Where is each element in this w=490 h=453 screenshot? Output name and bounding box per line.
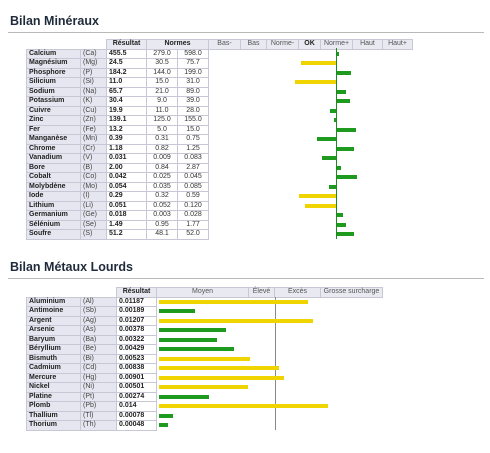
metals-title: Bilan Métaux Lourds — [10, 260, 133, 274]
mineral-result: 0.042 — [107, 173, 147, 183]
mineral-norm-high: 15.0 — [178, 125, 209, 135]
metal-symbol: (Hg) — [81, 373, 117, 383]
metal-row — [27, 297, 383, 307]
metal-result: 0.014 — [117, 402, 157, 412]
metal-symbol: (Bi) — [81, 354, 117, 364]
metal-name: Mercure — [27, 373, 81, 383]
mineral-result: 184.2 — [107, 68, 147, 78]
mineral-norm-high: 28.0 — [178, 106, 209, 116]
mineral-name: Germanium — [27, 211, 81, 221]
metal-symbol: (Cd) — [81, 364, 117, 374]
metal-symbol: (Pb) — [81, 402, 117, 412]
mineral-norm-low: 30.5 — [147, 59, 178, 69]
mineral-symbol: (Ge) — [81, 211, 107, 221]
minerals-title-rule — [8, 32, 484, 33]
mineral-symbol: (Fe) — [81, 125, 107, 135]
minerals-table — [26, 39, 413, 240]
metal-result: 0.01207 — [117, 316, 157, 326]
mineral-name: Magnésium — [27, 59, 81, 69]
mineral-norm-high: 0.028 — [178, 211, 209, 221]
minerals-title: Bilan Minéraux — [10, 14, 99, 28]
mineral-norm-high: 75.7 — [178, 59, 209, 69]
mineral-norm-high: 89.0 — [178, 87, 209, 97]
metal-name: Nickel — [27, 383, 81, 393]
mineral-result: 0.051 — [107, 201, 147, 211]
mineral-result: 0.39 — [107, 135, 147, 145]
mineral-norm-low: 0.84 — [147, 163, 178, 173]
metal-result: 0.00078 — [117, 411, 157, 421]
metal-result: 0.00322 — [117, 335, 157, 345]
mineral-symbol: (Co) — [81, 173, 107, 183]
mineral-name: Silicium — [27, 78, 81, 88]
mineral-name: Potassium — [27, 97, 81, 107]
metals-result-header: Résultat — [117, 288, 157, 298]
mineral-norm-low: 125.0 — [147, 116, 178, 126]
mineral-result: 1.49 — [107, 220, 147, 230]
mineral-norm-high: 155.0 — [178, 116, 209, 126]
mineral-norm-low: 15.0 — [147, 78, 178, 88]
mineral-name: Cobalt — [27, 173, 81, 183]
metal-symbol: (As) — [81, 326, 117, 336]
scale-moyen: Moyen — [157, 288, 249, 298]
mineral-norm-high: 0.085 — [178, 182, 209, 192]
mineral-bar-area — [209, 49, 413, 239]
mineral-norm-low: 21.0 — [147, 87, 178, 97]
metal-result: 0.00838 — [117, 364, 157, 374]
mineral-symbol: (K) — [81, 97, 107, 107]
mineral-norm-high: 0.045 — [178, 173, 209, 183]
mineral-name: Lithium — [27, 201, 81, 211]
metal-symbol: (Ni) — [81, 383, 117, 393]
mineral-row — [27, 49, 413, 59]
mineral-symbol: (Zn) — [81, 116, 107, 126]
scale-low-minus: Bas- — [209, 40, 241, 50]
scale-eleve: Élevé — [249, 288, 275, 298]
mineral-symbol: (I) — [81, 192, 107, 202]
mineral-name: Vanadium — [27, 154, 81, 164]
metal-symbol: (Al) — [81, 297, 117, 307]
metal-name: Aluminium — [27, 297, 81, 307]
mineral-result: 13.2 — [107, 125, 147, 135]
mineral-result: 1.18 — [107, 144, 147, 154]
mineral-norm-low: 0.82 — [147, 144, 178, 154]
mineral-norm-high: 39.0 — [178, 97, 209, 107]
mineral-norm-high: 598.0 — [178, 49, 209, 59]
mineral-symbol: (Se) — [81, 220, 107, 230]
mineral-norm-low: 5.0 — [147, 125, 178, 135]
mineral-symbol: (Mn) — [81, 135, 107, 145]
mineral-norm-high: 0.59 — [178, 192, 209, 202]
metal-result: 0.00523 — [117, 354, 157, 364]
metal-symbol: (Pt) — [81, 392, 117, 402]
metal-name: Arsenic — [27, 326, 81, 336]
mineral-norm-low: 0.003 — [147, 211, 178, 221]
mineral-result: 24.5 — [107, 59, 147, 69]
metal-name: Antimoine — [27, 307, 81, 317]
mineral-result: 19.9 — [107, 106, 147, 116]
mineral-symbol: (Ca) — [81, 49, 107, 59]
mineral-norm-high: 31.0 — [178, 78, 209, 88]
mineral-norm-high: 2.87 — [178, 163, 209, 173]
mineral-norm-high: 52.0 — [178, 230, 209, 240]
mineral-norm-low: 0.035 — [147, 182, 178, 192]
metal-result: 0.00274 — [117, 392, 157, 402]
mineral-norm-low: 0.31 — [147, 135, 178, 145]
mineral-norm-low: 144.0 — [147, 68, 178, 78]
mineral-symbol: (Na) — [81, 87, 107, 97]
metal-result: 0.00048 — [117, 421, 157, 431]
scale-norm-plus: Norme+ — [321, 40, 353, 50]
mineral-norm-high: 199.0 — [178, 68, 209, 78]
mineral-symbol: (V) — [81, 154, 107, 164]
mineral-norm-low: 0.95 — [147, 220, 178, 230]
metal-result: 0.00378 — [117, 326, 157, 336]
mineral-norm-high: 1.77 — [178, 220, 209, 230]
mineral-result: 0.29 — [107, 192, 147, 202]
mineral-result: 65.7 — [107, 87, 147, 97]
metal-result: 0.01187 — [117, 297, 157, 307]
mineral-name: Zinc — [27, 116, 81, 126]
mineral-norm-low: 0.025 — [147, 173, 178, 183]
mineral-result: 455.5 — [107, 49, 147, 59]
mineral-name: Soufre — [27, 230, 81, 240]
mineral-symbol: (Si) — [81, 78, 107, 88]
metal-name: Platine — [27, 392, 81, 402]
mineral-name: Sélénium — [27, 220, 81, 230]
scale-low: Bas — [241, 40, 267, 50]
mineral-name: Cuivre — [27, 106, 81, 116]
mineral-symbol: (Mo) — [81, 182, 107, 192]
metal-symbol: (Sb) — [81, 307, 117, 317]
metal-name: Baryum — [27, 335, 81, 345]
mineral-norm-low: 279.0 — [147, 49, 178, 59]
mineral-norm-high: 0.75 — [178, 135, 209, 145]
scale-high: Haut — [353, 40, 383, 50]
mineral-norm-high: 0.120 — [178, 201, 209, 211]
scale-grosse-surcharge: Grosse surcharge — [321, 288, 383, 298]
scale-high-plus: Haut+ — [383, 40, 413, 50]
metal-symbol: (Tl) — [81, 411, 117, 421]
metal-result: 0.00189 — [117, 307, 157, 317]
metal-name: Thorium — [27, 421, 81, 431]
mineral-symbol: (Cu) — [81, 106, 107, 116]
metal-result: 0.00501 — [117, 383, 157, 393]
mineral-symbol: (B) — [81, 163, 107, 173]
minerals-result-header: Résultat — [107, 40, 147, 50]
metals-header-row — [27, 288, 383, 298]
metal-symbol: (Ba) — [81, 335, 117, 345]
metal-name: Plomb — [27, 402, 81, 412]
mineral-name: Phosphore — [27, 68, 81, 78]
mineral-result: 51.2 — [107, 230, 147, 240]
scale-ok: OK — [299, 40, 321, 50]
mineral-name: Bore — [27, 163, 81, 173]
metal-name: Béryllium — [27, 345, 81, 355]
mineral-name: Iode — [27, 192, 81, 202]
mineral-norm-low: 11.0 — [147, 106, 178, 116]
scale-norm-minus: Norme- — [267, 40, 299, 50]
mineral-symbol: (P) — [81, 68, 107, 78]
metal-name: Bismuth — [27, 354, 81, 364]
mineral-norm-low: 9.0 — [147, 97, 178, 107]
mineral-norm-high: 1.25 — [178, 144, 209, 154]
metal-result: 0.00901 — [117, 373, 157, 383]
minerals-norms-header: Normes — [147, 40, 209, 50]
metal-symbol: (Th) — [81, 421, 117, 431]
metal-name: Argent — [27, 316, 81, 326]
mineral-name: Sodium — [27, 87, 81, 97]
metal-bar-area — [157, 297, 383, 430]
mineral-symbol: (S) — [81, 230, 107, 240]
mineral-norm-low: 0.32 — [147, 192, 178, 202]
mineral-symbol: (Mg) — [81, 59, 107, 69]
metal-symbol: (Ag) — [81, 316, 117, 326]
mineral-norm-low: 0.009 — [147, 154, 178, 164]
mineral-name: Chrome — [27, 144, 81, 154]
mineral-result: 11.0 — [107, 78, 147, 88]
mineral-name: Manganèse — [27, 135, 81, 145]
scale-exces: Excès — [275, 288, 321, 298]
mineral-norm-low: 48.1 — [147, 230, 178, 240]
mineral-name: Calcium — [27, 49, 81, 59]
metal-symbol: (Be) — [81, 345, 117, 355]
mineral-symbol: (Li) — [81, 201, 107, 211]
minerals-header-row — [27, 40, 413, 50]
mineral-result: 0.018 — [107, 211, 147, 221]
metal-name: Thallium — [27, 411, 81, 421]
mineral-norm-low: 0.052 — [147, 201, 178, 211]
mineral-result: 0.054 — [107, 182, 147, 192]
mineral-result: 139.1 — [107, 116, 147, 126]
metal-result: 0.00429 — [117, 345, 157, 355]
mineral-name: Molybdène — [27, 182, 81, 192]
mineral-symbol: (Cr) — [81, 144, 107, 154]
mineral-result: 2.00 — [107, 163, 147, 173]
mineral-result: 30.4 — [107, 97, 147, 107]
metals-title-rule — [8, 278, 484, 279]
mineral-name: Fer — [27, 125, 81, 135]
metals-table — [26, 287, 383, 431]
mineral-norm-high: 0.083 — [178, 154, 209, 164]
metal-name: Cadmium — [27, 364, 81, 374]
mineral-result: 0.031 — [107, 154, 147, 164]
